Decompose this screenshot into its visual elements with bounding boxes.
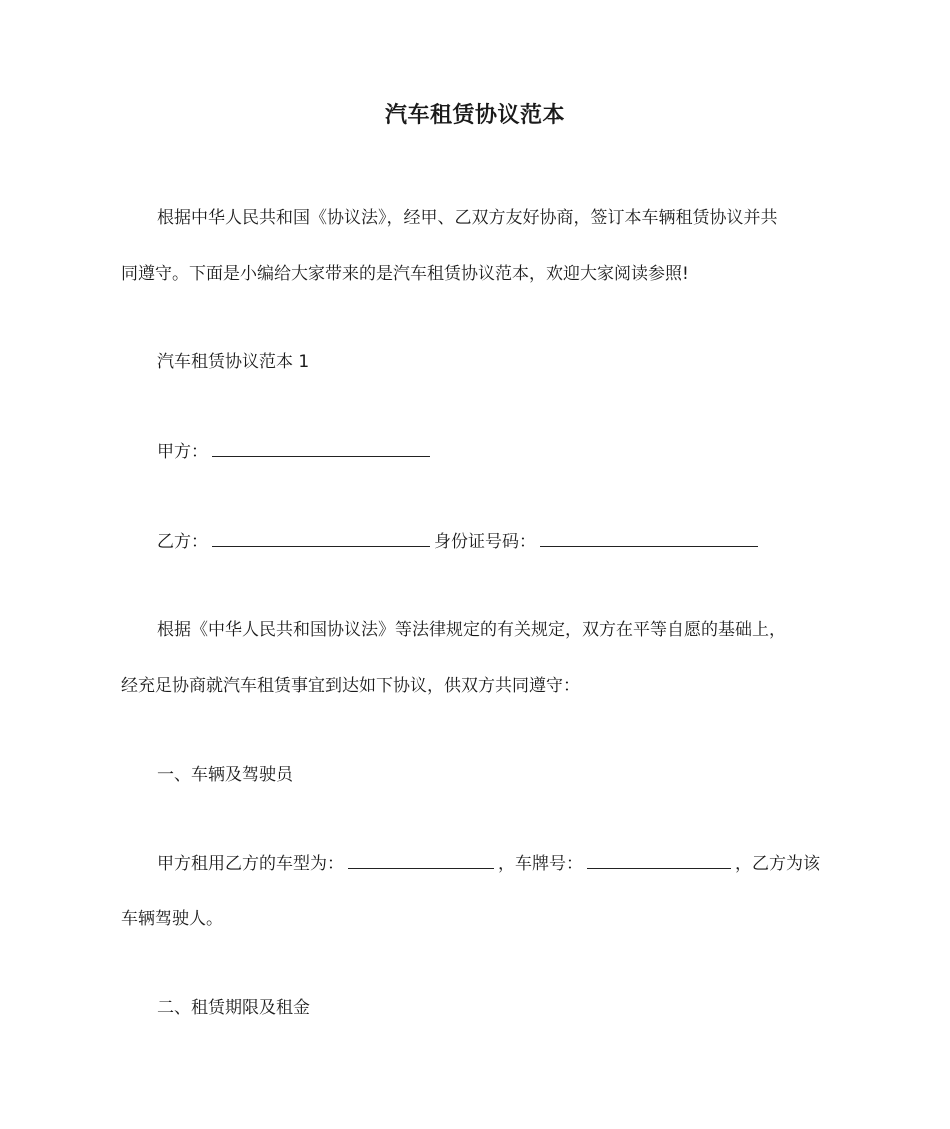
plate-number-blank xyxy=(587,852,731,869)
intro-paragraph-line-2: 同遵守。下面是小编给大家带来的是汽车租赁协议范本，欢迎大家阅读参照! xyxy=(121,264,689,284)
document-title: 汽车租赁协议范本 xyxy=(384,103,565,128)
basis-paragraph-line-2: 经充足协商就汽车租赁事宜到达如下协议，供双方共同遵守： xyxy=(121,676,580,696)
id-number-blank xyxy=(540,530,758,547)
id-number-label: 身份证号码： xyxy=(434,532,536,552)
party-b-blank xyxy=(212,530,430,547)
intro-paragraph-line-1: 根据中华人民共和国《协议法》，经甲、乙双方友好协商，签订本车辆租赁协议并共 xyxy=(157,208,778,228)
section-2-heading: 二、租赁期限及租金 xyxy=(157,998,310,1018)
party-a-blank xyxy=(212,440,430,457)
vehicle-model-blank xyxy=(348,852,494,869)
sample-heading: 汽车租赁协议范本 1 xyxy=(157,352,310,372)
plate-number-label: ，车牌号： xyxy=(498,854,583,874)
section-1-line-2: 车辆驾驶人。 xyxy=(121,909,223,929)
party-b-label: 乙方： xyxy=(157,532,208,552)
section-1-heading: 一、车辆及驾驶员 xyxy=(157,765,293,785)
basis-paragraph-line-1: 根据《中华人民共和国协议法》等法律规定的有关规定，双方在平等自愿的基础上， xyxy=(157,620,786,640)
party-a-row xyxy=(121,440,869,463)
driver-clause-text: ，乙方为该 xyxy=(735,854,820,874)
party-b-row xyxy=(121,530,869,553)
section-1-line-1 xyxy=(121,852,869,875)
party-a-label: 甲方： xyxy=(157,442,208,462)
vehicle-model-label: 甲方租用乙方的车型为： xyxy=(157,854,344,874)
